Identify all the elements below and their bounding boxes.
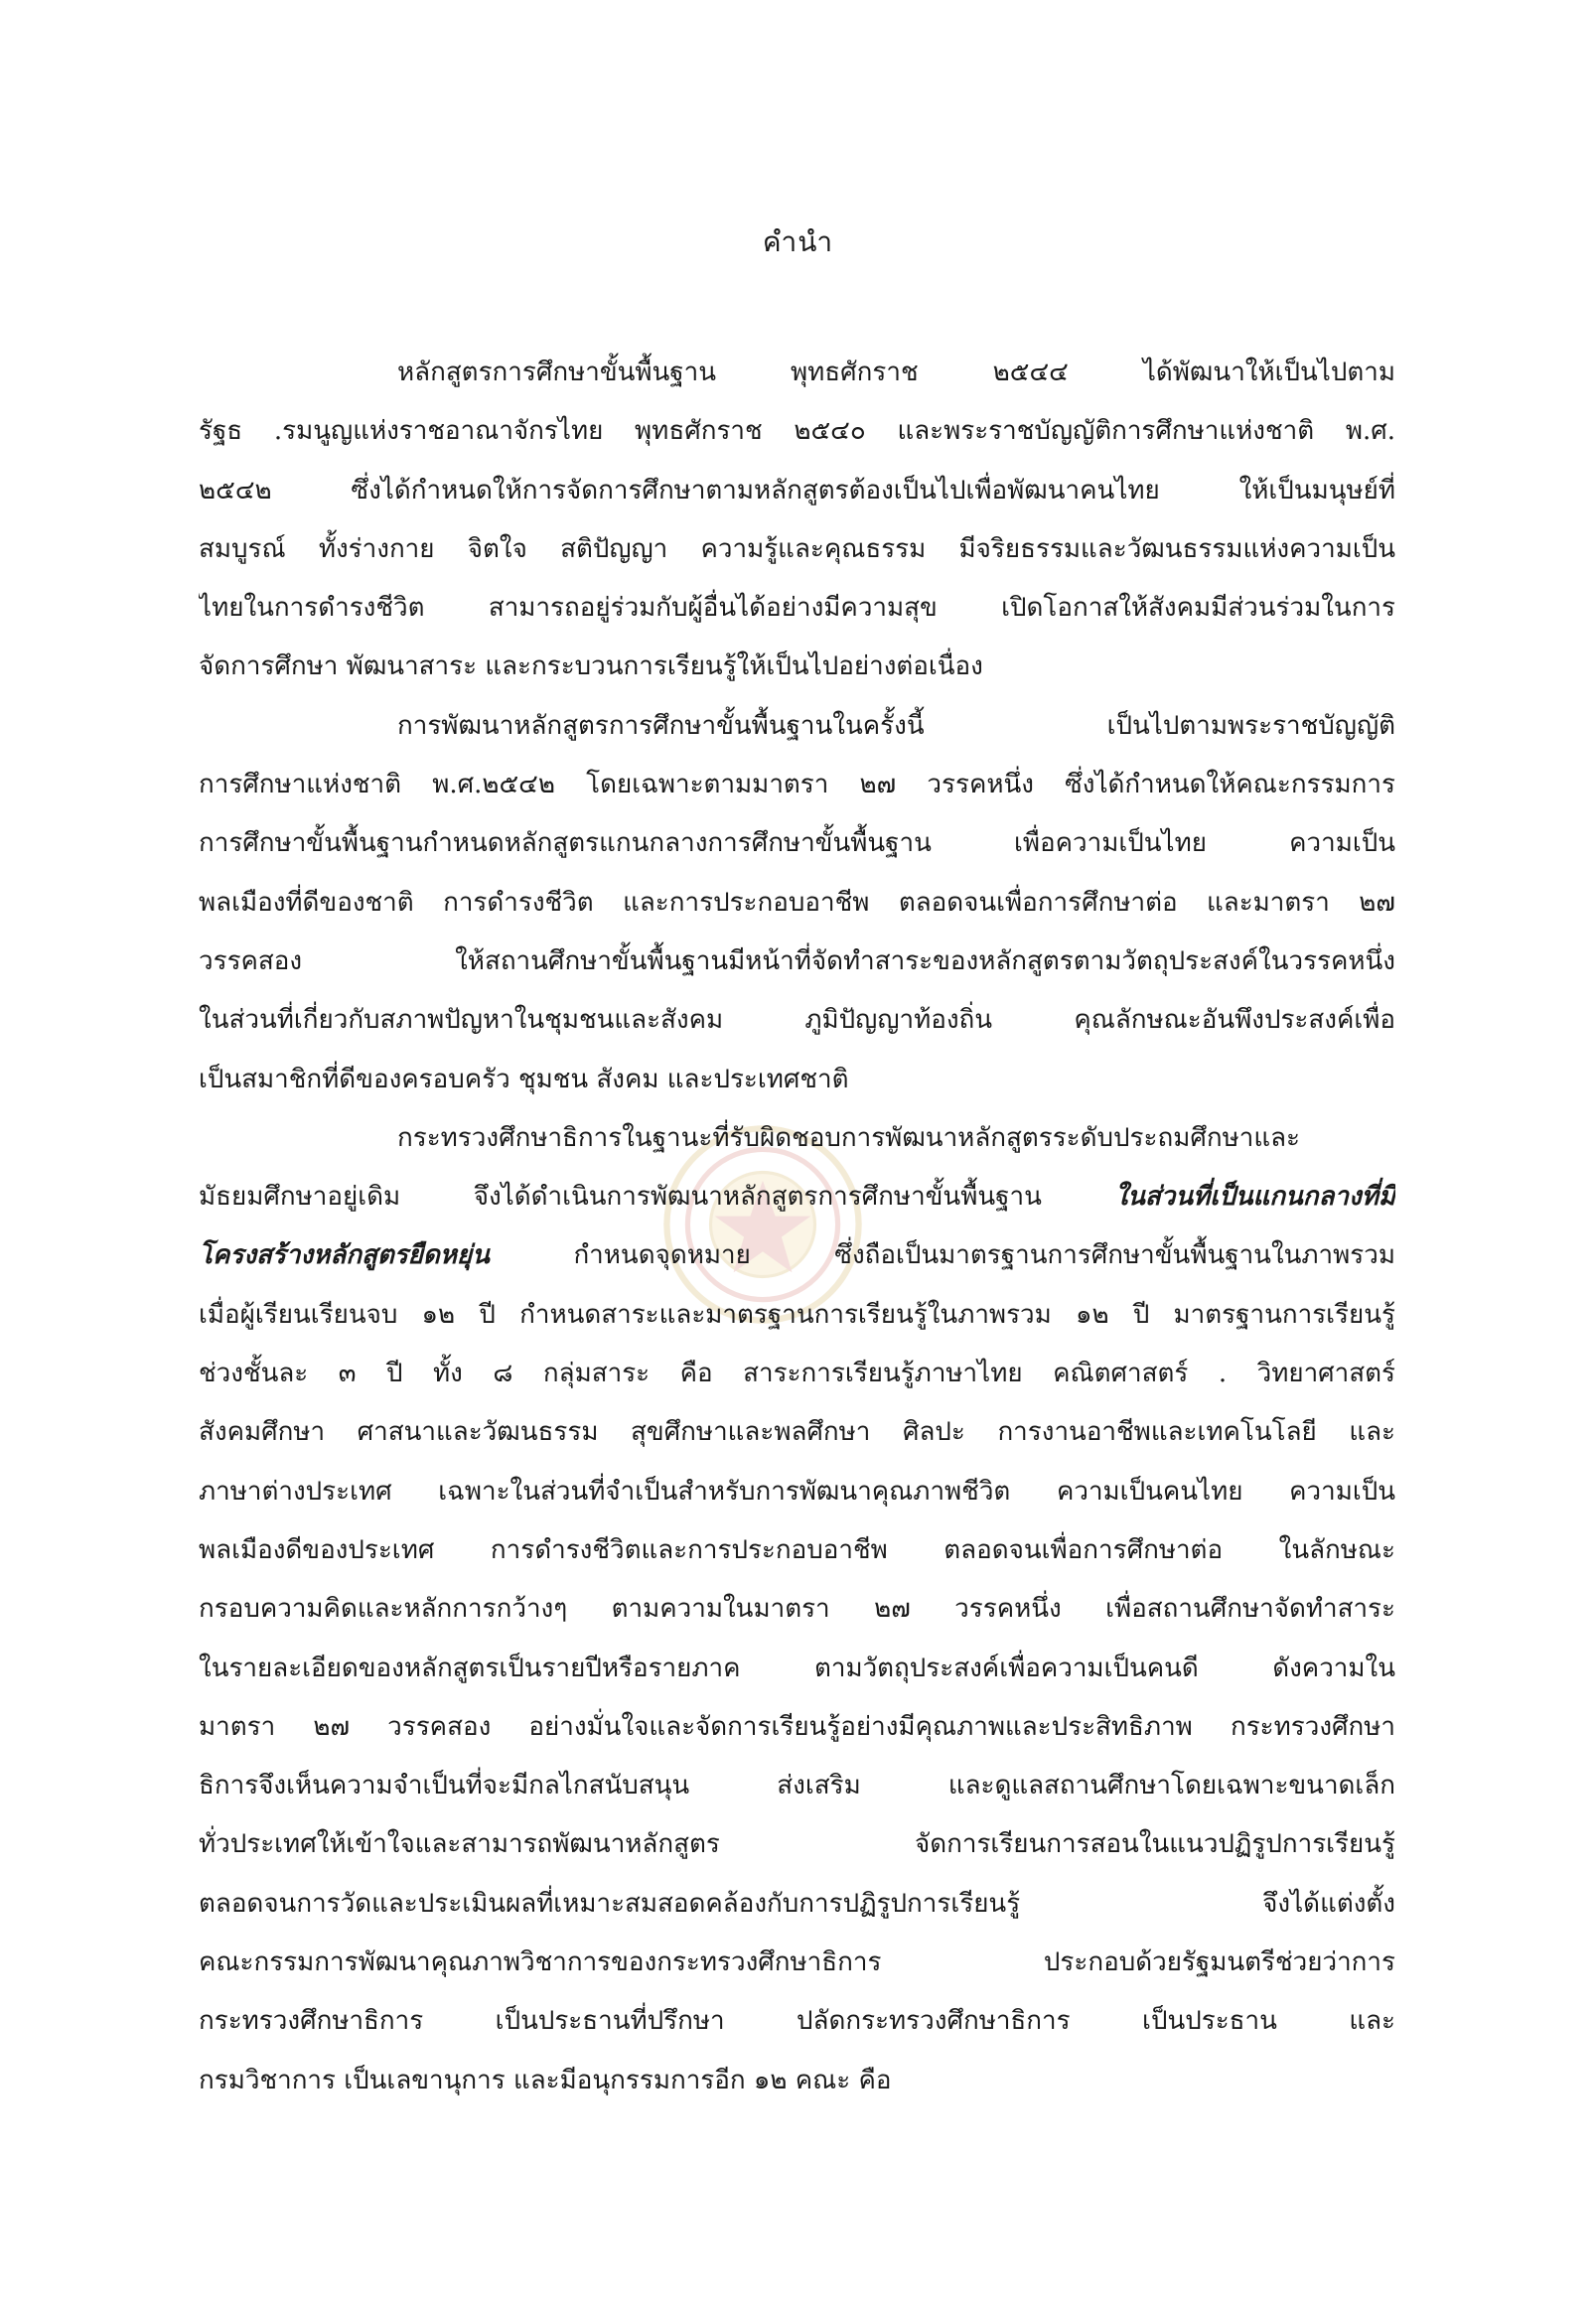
text-line: สมบูรณ์ ทั้งร่างกาย จิตใจ สติปัญญา ความรู้และคุณธรรม มีจริยธรรมและวัฒนธรรมแห่งความเป็น	[199, 533, 1395, 564]
text-line: เมื่อผู้เรียนเรียนจบ ๑๒ ปี กำหนดสาระและมาตรฐานการเรียนรู้ในภาพรวม ๑๒ ปี มาตรฐานการเรียนรู้	[199, 1299, 1395, 1330]
text-line: จัดการศึกษา พัฒนาสาระ และกระบวนการเรียนรู้ให้เป็นไปอย่างต่อเนื่อง	[199, 651, 983, 682]
text-line: ช่วงชั้นละ ๓ ปี ทั้ง ๘ กลุ่มสาระ คือ สาระการเรียนรู้ภาษาไทย คณิตศาสตร์ . วิทยาศาสตร์	[199, 1359, 1395, 1389]
text-line: ไทยในการดำรงชีวิต สามารถอยู่ร่วมกับผู้อื่นได้อย่างมีความสุข เปิดโอกาสให้สังคมมีส่วนร่วมในการ	[199, 593, 1395, 624]
text-line	[199, 1168, 1395, 1226]
text-line: พลเมืองที่ดีของชาติ การดำรงชีวิต และการประกอบอาชีพ ตลอดจนเพื่อการศึกษาต่อ และมาตรา ๒๗	[199, 887, 1395, 918]
text-line: ทั่วประเทศให้เข้าใจและสามารถพัฒนาหลักสูตร จัดการเรียนการสอนในแนวปฏิรูปการเรียนรู้	[199, 1829, 1395, 1860]
text-segment: กำหนดจุดหมาย ซึ่งถือเป็นมาตรฐานการศึกษาขั้นพื้นฐานในภาพรวม	[489, 1240, 1395, 1271]
text-line: กรมวิชาการ เป็นเลขานุการ และมีอนุกรรมการอีก ๑๒ คณะ คือ	[199, 2065, 892, 2095]
text-segment: มัธยมศึกษาอยู่เดิม จึงได้ดำเนินการพัฒนาหลักสูตรการศึกษาขั้นพื้นฐาน	[199, 1182, 1115, 1213]
text-line: การศึกษาแห่งชาติ พ.ศ.๒๕๔๒ โดยเฉพาะตามมาตรา ๒๗ วรรคหนึ่ง ซึ่งได้กำหนดให้คณะกรรมการ	[199, 770, 1395, 800]
text-line: พลเมืองดีของประเทศ การดำรงชีวิตและการประกอบอาชีพ ตลอดจนเพื่อการศึกษาต่อ ในลักษณะ	[199, 1534, 1395, 1565]
text-line: สังคมศึกษา ศาสนาและวัฒนธรรม สุขศึกษาและพลศึกษา ศิลปะ การงานอาชีพและเทคโนโลยี และ	[199, 1417, 1395, 1448]
emphasis-text: โครงสร้างหลักสูตรยืดหยุ่น	[199, 1240, 490, 1271]
emphasis-text: ในส่วนที่เป็นแกนกลางที่มี	[1114, 1182, 1395, 1213]
text-line: ภาษาต่างประเทศ เฉพาะในส่วนที่จำเป็นสำหรับการพัฒนาคุณภาพชีวิต ความเป็นคนไทย ความเป็น	[199, 1476, 1395, 1507]
text-line: หลักสูตรการศึกษาขั้นพื้นฐาน พุทธศักราช ๒๕๔๔ ได้พัฒนาให้เป็นไปตาม	[397, 358, 1395, 387]
text-line: กระทรวงศึกษาธิการในฐานะที่รับผิดชอบการพัฒนาหลักสูตรระดับประถมศึกษาและ	[397, 1122, 1300, 1153]
text-line: ในรายละเอียดของหลักสูตรเป็นรายปีหรือรายภาค ตามวัตถุประสงค์เพื่อความเป็นคนดี ดังความใน	[199, 1653, 1395, 1683]
text-line: เป็นสมาชิกที่ดีของครอบครัว ชุมชน สังคม และประเทศชาติ	[199, 1064, 849, 1094]
text-line: การศึกษาขั้นพื้นฐานกำหนดหลักสูตรแกนกลางการศึกษาขั้นพื้นฐาน เพื่อความเป็นไทย ความเป็น	[199, 828, 1395, 859]
text-line: กระทรวงศึกษาธิการ เป็นประธานที่ปรึกษา ปลัดกระทรวงศึกษาธิการ เป็นประธาน และ	[199, 2006, 1395, 2037]
text-line: วรรคสอง ให้สถานศึกษาขั้นพื้นฐานมีหน้าที่จัดทำสาระของหลักสูตรตามวัตถุประสงค์ในวรรคหนึ่ง	[199, 945, 1395, 976]
document-body	[199, 344, 1395, 2110]
text-line: ๒๕๔๒ ซึ่งได้กำหนดให้การจัดการศึกษาตามหลักสูตรต้องเป็นไปเพื่อพัฒนาคนไทย ให้เป็นมนุษย์ที่	[199, 475, 1395, 505]
text-line: ธิการจึงเห็นความจำเป็นที่จะมีกลไกสนับสนุน ส่งเสริม และดูแลสถานศึกษาโดยเฉพาะขนาดเล็ก	[199, 1771, 1395, 1801]
text-line: คณะกรรมการพัฒนาคุณภาพวิชาการของกระทรวงศึกษาธิการ ประกอบด้วยรัฐมนตรีช่วยว่าการ	[199, 1947, 1395, 1978]
text-line	[199, 1226, 1395, 1285]
text-line: รัฐธ .รมนูญแห่งราชอาณาจักรไทย พุทธศักราช ๒๕๔๐ และพระราชบัญญัติการศึกษาแห่งชาติ พ.ศ.	[199, 416, 1395, 447]
page-title: คำนำ	[762, 225, 834, 258]
text-line: กรอบความคิดและหลักการกว้างๆ ตามความในมาตรา ๒๗ วรรคหนึ่ง เพื่อสถานศึกษาจัดทำสาระ	[199, 1594, 1395, 1625]
text-line: มาตรา ๒๗ วรรคสอง อย่างมั่นใจและจัดการเรียนรู้อย่างมีคุณภาพและประสิทธิภาพ กระทรวงศึกษา	[199, 1711, 1395, 1742]
text-line: ในส่วนที่เกี่ยวกับสภาพปัญหาในชุมชนและสังคม ภูมิปัญญาท้องถิ่น คุณลักษณะอันพึงประสงค์เพื่อ	[199, 1005, 1395, 1036]
text-line: ตลอดจนการวัดและประเมินผลที่เหมาะสมสอดคล้องกับการปฏิรูปการเรียนรู้ จึงได้แต่งตั้ง	[199, 1888, 1395, 1919]
text-line: การพัฒนาหลักสูตรการศึกษาขั้นพื้นฐานในครั้งนี้ เป็นไปตามพระราชบัญญัติ	[397, 710, 1395, 741]
